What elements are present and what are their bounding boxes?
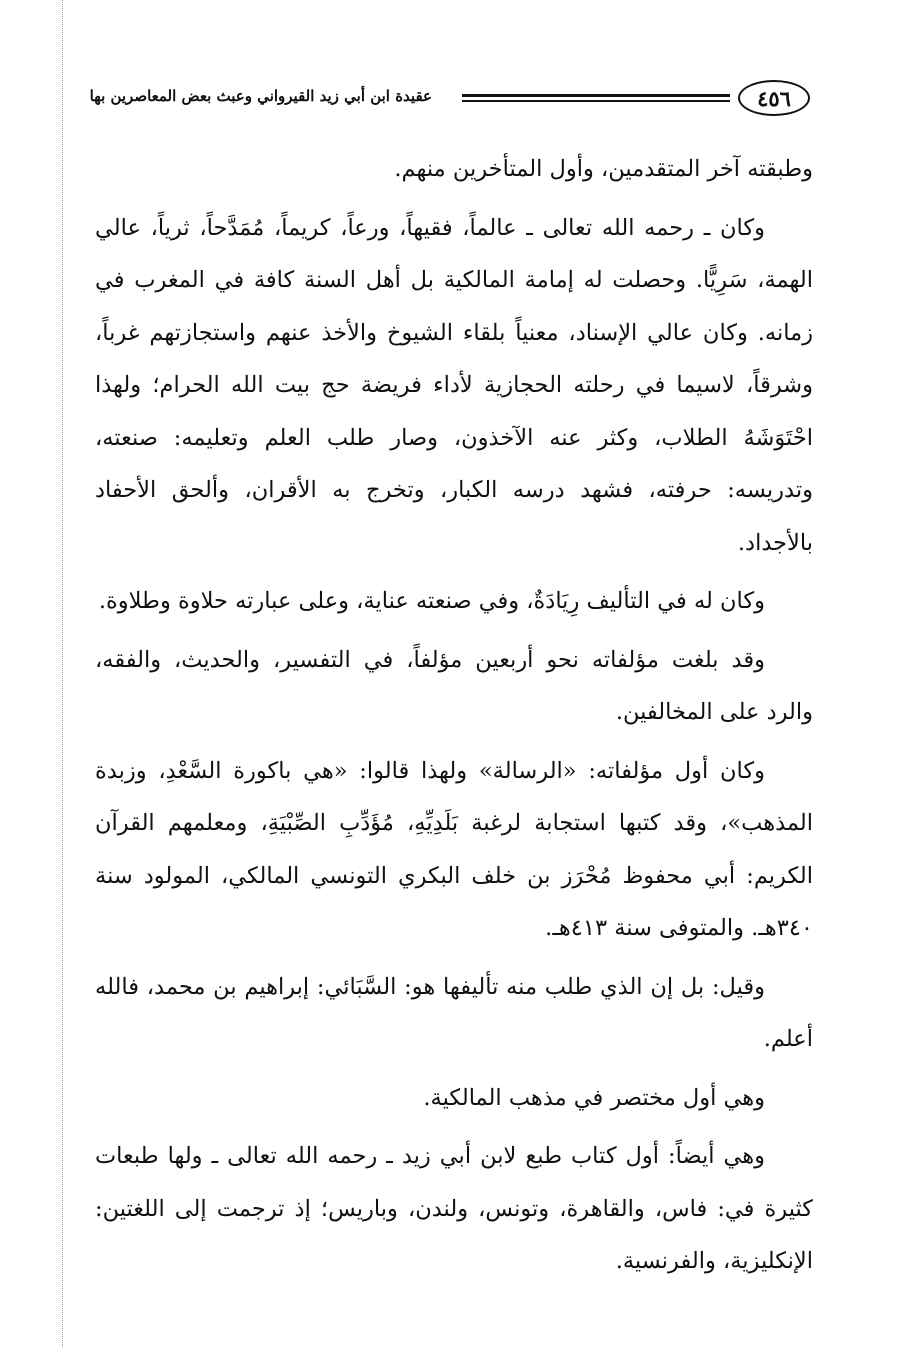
paragraph-5: وكان أول مؤلفاته: «الرسالة» ولهذا قالوا: «هي باكورة السَّعْدِ، وزبدة المذهب»، وقد كتبها استجابة لرغبة بَلَدِيِّهِ، مُؤَدِّبِ الصِّبْيَةِ، ومعلمهم القرآن الكريم: أبي محفوظ مُحْرَز بن خلف البكري التونسي المالكي، المولود سنة ٣٤٠هـ. والمتوفى سنة ٤١٣هـ. [95,757,813,941]
paragraph-7: وهي أول مختصر في مذهب المالكية. [423,1084,765,1111]
body-text [95,143,813,1288]
paragraph-2: وكان ـ رحمه الله تعالى ـ عالماً، فقيهاً، ورعاً، كريماً، مُمَدَّحاً، ثرياً، عالي الهمة، سَرِيًّا. وحصلت له إمامة المالكية بل أهل السنة كافة في المغرب في زمانه. وكان عالي الإسناد، معنياً بلقاء الشيوخ والأخذ عنهم واستجازتهم غرباً، وشرقاً، لاسيما في رحلته الحجازية لأداء فريضة حج بيت الله الحرام؛ ولهذا احْتَوَشَهُ الطلاب، وكثر عنه الآخذون، وصار طلب العلم وتعليمه: صنعته، وتدريسه: حرفته، فشهد درسه الكبار، وتخرج به الأقران، وألحق الأحفاد بالأجداد. [95,214,813,556]
header-rule-thin [462,100,730,102]
scan-edge-line [62,0,63,1347]
paragraph-3: وكان له في التأليف رِيَادَةٌ، وفي صنعته عناية، وعلى عبارته حلاوة وطلاوة. [98,588,765,614]
running-title: عقيدة ابن أبي زيد القيرواني وعبث بعض المعاصرين بها [89,87,432,105]
paragraph-6: وقيل: بل إن الذي طلب منه تأليفها هو: السَّبَائي: إبراهيم بن محمد، فالله أعلم. [95,973,813,1052]
paragraph-4: وقد بلغت مؤلفاته نحو أربعين مؤلفاً، في التفسير، والحديث، والفقه، والرد على المخالفين. [95,646,813,725]
page-number: ٤٥٦ [738,80,810,116]
paragraph-1: وطبقته آخر المتقدمين، وأول المتأخرين منهم. [394,156,813,182]
paragraph-8: وهي أيضاً: أول كتاب طبع لابن أبي زيد ـ رحمه الله تعالى ـ ولها طبعات كثيرة في: فاس، والقاهرة، وتونس، ولندن، وباريس؛ إذ ترجمت إلى اللغتين: الإنكليزية، والفرنسية. [95,1143,813,1274]
page-header [89,78,810,122]
header-rule-thick [462,94,730,97]
